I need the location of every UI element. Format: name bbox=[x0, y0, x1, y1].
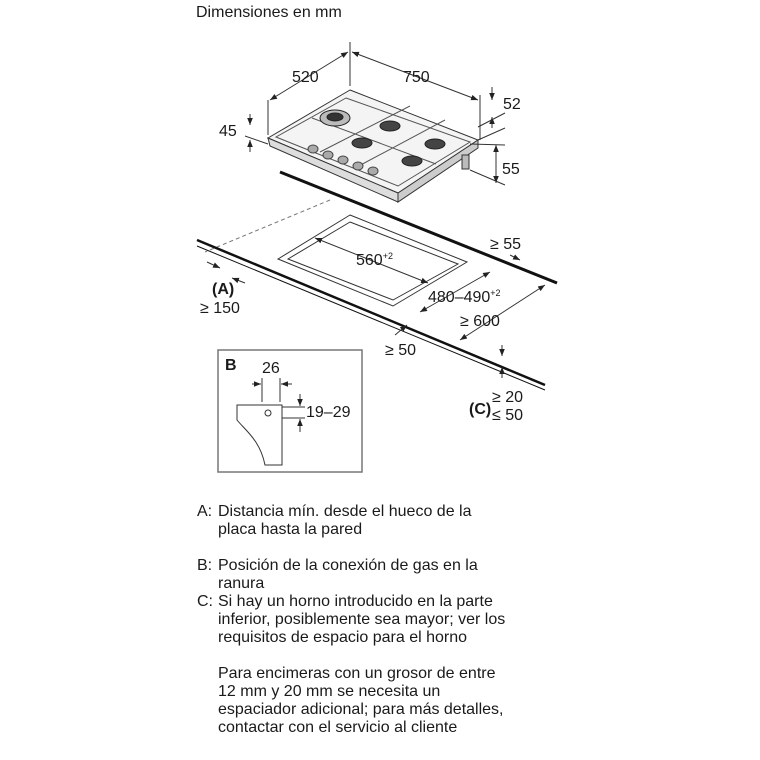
c-marker: (C) bbox=[469, 401, 492, 418]
height-front-label: 45 bbox=[219, 123, 237, 140]
worktop-depth-label: ≥ 600 bbox=[460, 313, 500, 330]
a-marker: (A) bbox=[212, 281, 235, 298]
cutout-width-label: $560^{+2}$ bbox=[356, 251, 393, 269]
back-wall-label: ≥ 55 bbox=[490, 236, 522, 253]
height-connector-label: 55 bbox=[502, 161, 520, 178]
gas-height-label: 19–29 bbox=[306, 404, 351, 421]
height-back-label: 52 bbox=[503, 96, 521, 113]
note-a: A: Distancia mín. desde el hueco de la placa hasta la pared bbox=[197, 503, 472, 538]
hob-illustration bbox=[268, 90, 478, 202]
front-edge-label: ≥ 50 bbox=[385, 342, 417, 359]
detail-b-label: B bbox=[225, 357, 237, 374]
width-label: 750 bbox=[403, 69, 430, 86]
notes bbox=[197, 503, 557, 737]
note-b: B: Posición de la conexión de gas en la ranura bbox=[197, 557, 478, 592]
gas-offset-label: 26 bbox=[262, 360, 280, 377]
thickness-max-label: ≤ 50 bbox=[492, 407, 524, 424]
side-wall-label: ≥ 150 bbox=[200, 300, 240, 317]
drawing-title: Dimensiones en mm bbox=[196, 4, 342, 21]
depth-label: 520 bbox=[292, 69, 319, 86]
note-c: C: Si hay un horno introducido en la parte inferior, posiblemente sea mayor; ver los requisitos de espacio para el horno bbox=[197, 593, 506, 646]
cutout-depth-label: $480-490^{+2}$ bbox=[428, 288, 501, 306]
thickness-min-label: ≥ 20 bbox=[492, 389, 524, 406]
spacer-note: Para encimeras con un grosor de entre 12 mm y 20 mm se necesita un espaciador adicional; para más detalles, contactar con el servicio al cliente bbox=[218, 665, 504, 736]
